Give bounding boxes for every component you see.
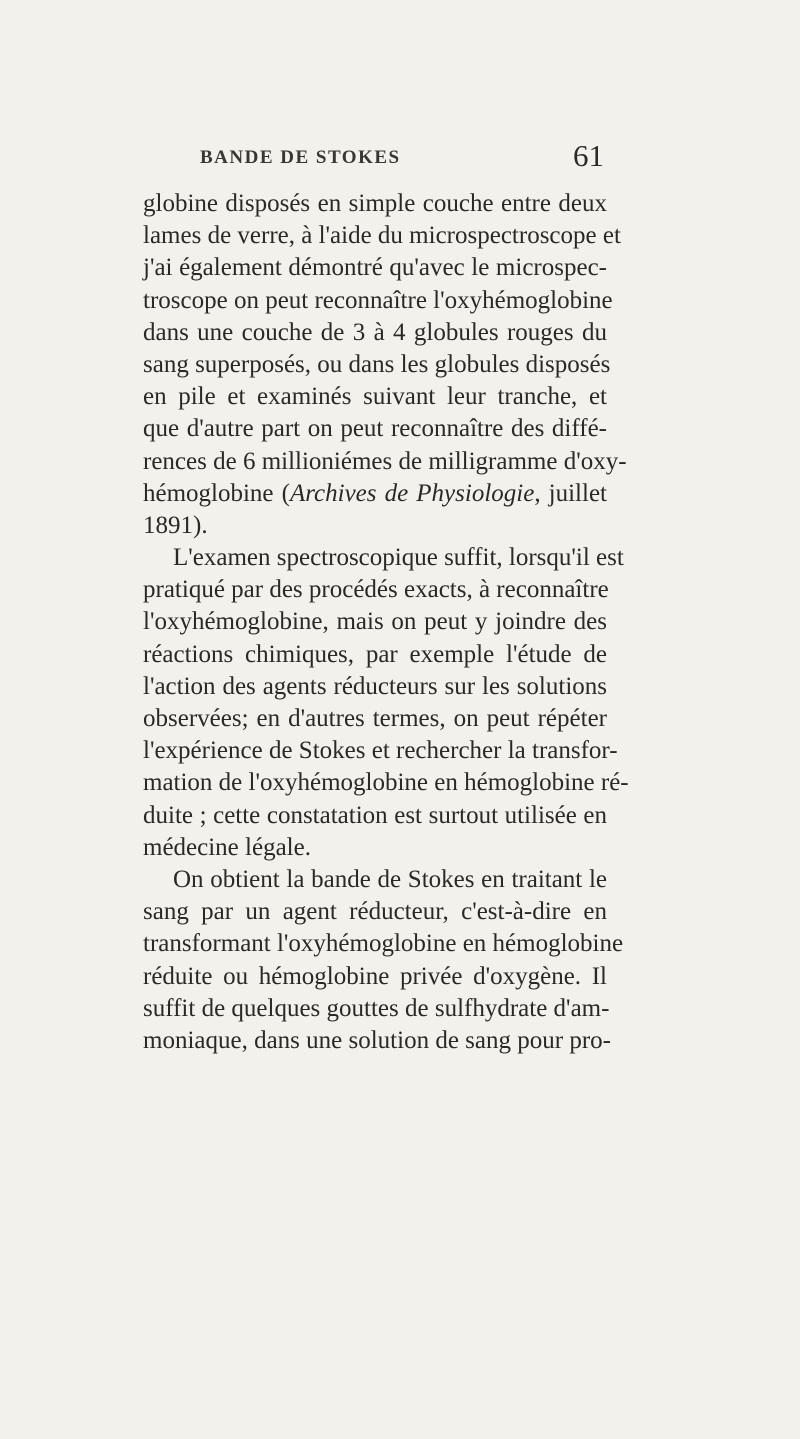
body-text (143, 188, 629, 1057)
text-line: moniaque, dans une solution de sang pour pro- (143, 1026, 611, 1054)
text-line: troscope on peut reconnaître l'oxyhémoglobine (143, 286, 613, 314)
running-head (200, 138, 604, 178)
text-line: l'oxyhémoglobine, mais on peut y joindre des (143, 608, 607, 636)
citation-before: hémoglobine ( (143, 479, 290, 507)
running-title: BANDE DE STOKES (200, 147, 401, 168)
page-number: 61 (573, 138, 604, 173)
text-line: suffit de quelques gouttes de sulfhydrate d'am- (143, 994, 610, 1022)
text-line: réactions chimiques, par exemple l'étude de (143, 640, 607, 668)
text-line: l'expérience de Stokes et rechercher la transfor- (143, 737, 618, 765)
text-line: transformant l'oxyhémoglobine en hémoglobine (143, 930, 624, 958)
text-line: médecine légale. (143, 833, 311, 861)
citation-after: , juillet (534, 479, 607, 507)
text-line: observées; en d'autres termes, on peut répéter (143, 705, 607, 732)
journal-title: Archives de Physiologie (289, 479, 535, 507)
text-line-citation (143, 478, 607, 510)
text-line: en pile et examinés suivant leur tranche, et (143, 383, 607, 411)
text-line-paragraph-start: On obtient la bande de Stokes en traitant le (173, 865, 607, 893)
text-line: dans une couche de 3 à 4 globules rouges du (143, 318, 607, 346)
text-line: l'action des agents réducteurs sur les solutions (143, 672, 607, 700)
text-line: lames de verre, à l'aide du microspectroscope et (143, 222, 621, 250)
text-line: sang par un agent réducteur, c'est-à-dire en (143, 898, 607, 926)
text-line-paragraph-start: L'examen spectroscopique suffit, lorsqu'il est (173, 544, 624, 572)
text-line: 1891). (143, 511, 208, 539)
text-line: globine disposés en simple couche entre deux (143, 190, 607, 217)
text-line: mation de l'oxyhémoglobine en hémoglobine ré- (143, 769, 629, 797)
text-line: réduite ou hémoglobine privée d'oxygène. Il (143, 962, 607, 990)
text-line: que d'autre part on peut reconnaître des diffé- (143, 415, 607, 443)
text-line: duite ; cette constatation est surtout utilisée en (143, 801, 607, 829)
text-line: pratiqué par des procédés exacts, à reconnaître (143, 576, 609, 604)
text-line: j'ai également démontré qu'avec le microspec- (143, 254, 607, 282)
text-line: sang superposés, ou dans les globules disposés (143, 350, 611, 378)
text-line: rences de 6 millioniémes de milligramme d'oxy- (143, 447, 627, 475)
